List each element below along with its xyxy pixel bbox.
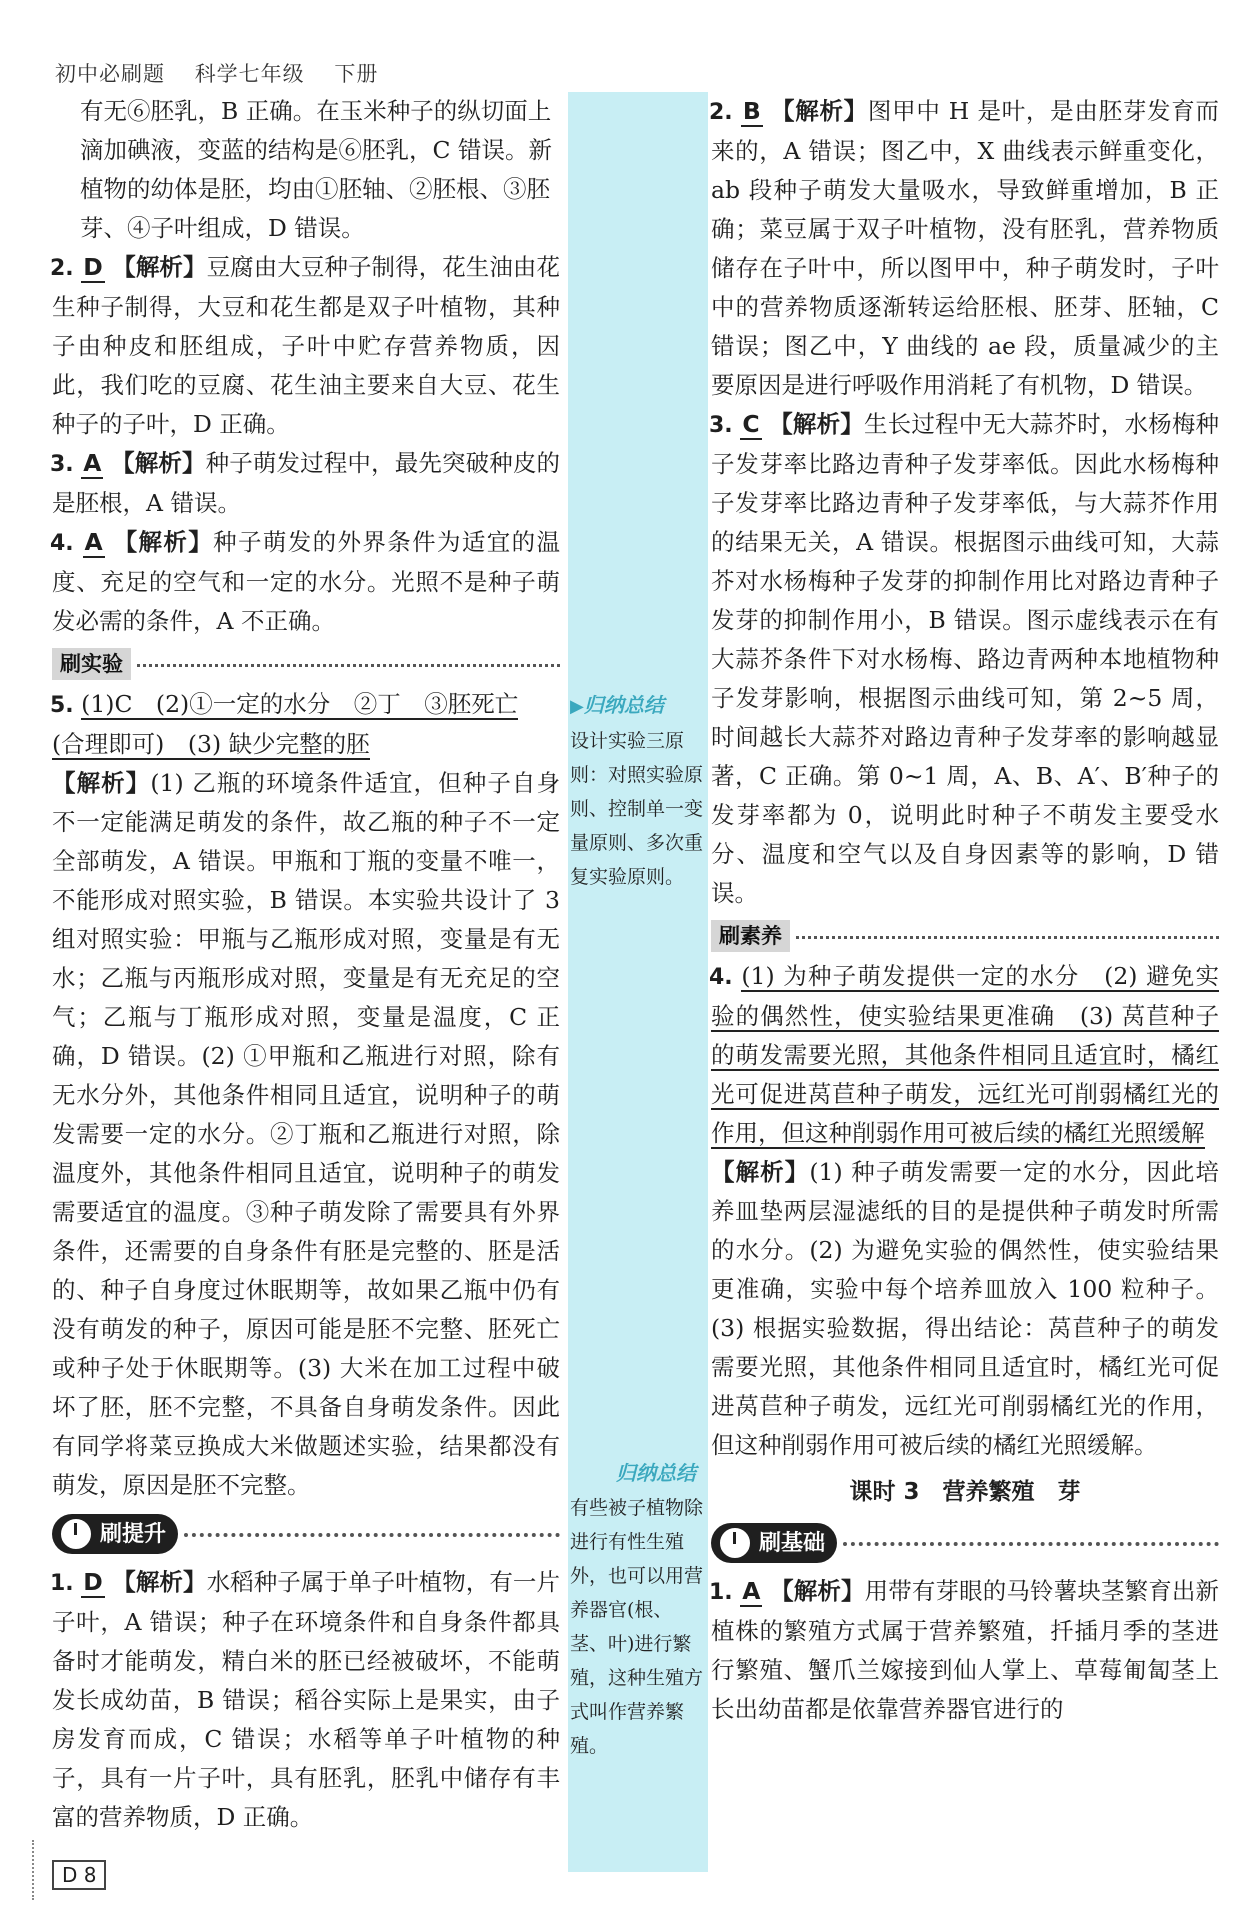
question-number: 3.: [709, 413, 733, 438]
analysis-label: 【解析】: [113, 528, 214, 556]
note-title: 归纳总结: [583, 693, 664, 717]
question-number: 1.: [50, 1571, 74, 1596]
question-4: [52, 523, 560, 641]
left-column: [52, 92, 560, 1837]
question-2: [52, 248, 560, 444]
dial-icon: [58, 1516, 94, 1552]
analysis-text: 种子萌发过程中，最先突破种皮的是胚根，A 错误。: [52, 449, 560, 517]
question-5-analysis: [52, 764, 560, 1505]
note-text: 设计实验三原则：对照实验原则、控制单一变量原则、多次重复实验原则。: [570, 730, 704, 888]
answer-letter: D: [83, 1568, 103, 1596]
dotted-rule: [184, 1533, 560, 1537]
analysis-text: 图甲中 H 是叶，是由胚芽发育而来的，A 错误；图乙中，X 曲线表示鲜重变化，ab 段种子萌发大量吸水，导致鲜重增加，B 正确；菜豆属于双子叶植物，没有胚乳，营养物质储存在子叶中，所以图甲中，种子萌发时，子叶中的营养物质逐渐转运给胚根、胚芽、胚轴，C 错误；图乙中，Y 曲线的 ae 段，质量减少的主要原因是进行呼吸作用消耗了有机物，D 错误。: [711, 97, 1219, 399]
analysis-text: 豆腐由大豆种子制得，花生油由花生种子制得，大豆和花生都是双子叶植物，其种子由种皮和胚组成，子叶中贮存营养物质，因此，我们吃的豆腐、花生油主要来自大豆、花生种子的子叶，D 正确。: [52, 253, 561, 438]
analysis-text: 种子萌发的外界条件为适宜的温度、充足的空气和一定的水分。光照不是种子萌发必需的条件，A 不正确。: [52, 528, 561, 635]
question-number: 1.: [709, 1580, 733, 1605]
dotted-rule: [137, 664, 560, 667]
section-badge: [52, 1514, 178, 1554]
analysis-label: 【解析】: [112, 253, 207, 281]
answer-line: (合理即可) (3) 缺少完整的胚: [52, 730, 370, 758]
question-number: 4.: [50, 531, 74, 556]
analysis-label: 【解析】: [770, 1577, 865, 1605]
header-volume: 下册: [334, 62, 379, 86]
page-header: [55, 58, 400, 88]
cont-line: 有无⑥胚乳，B 正确。在玉米种子的纵切面上: [80, 97, 552, 125]
answer-letter: A: [742, 1577, 761, 1605]
header-subject: 科学七年级: [194, 62, 305, 86]
section-badge: [711, 1523, 837, 1563]
analysis-text: 用带有芽眼的马铃薯块茎繁育出新植株的繁殖方式属于营养繁殖，扦插月季的茎进行繁殖、蟹爪兰嫁接到仙人掌上、草莓匍匐茎上长出幼苗都是依靠营养器官进行的: [711, 1577, 1219, 1723]
page-number: D 8: [52, 1860, 106, 1890]
answer-letter: A: [83, 449, 102, 477]
dotted-rule: [796, 936, 1219, 939]
answer-line: (1)C (2)①一定的水分 ②丁 ③胚死亡: [81, 690, 519, 718]
analysis-text: (1) 乙瓶的环境条件适宜，但种子自身不一定能满足萌发的条件，故乙瓶的种子不一定全部萌发，A 错误。甲瓶和丁瓶的变量不唯一，不能形成对照实验，B 错误。本实验共设计了 3 组对照实验：甲瓶与乙瓶形成对照，变量是有无水；乙瓶与丙瓶形成对照，变量是有无充足的空气；乙瓶与丁瓶形成对照，变量是温度，C 正确，D 错误。(2) ①甲瓶和乙瓶进行对照，除有无水分外，其他条件相同且适宜，说明种子的萌发需要一定的水分。②丁瓶和乙瓶进行对照，除温度外，其他条件相同且适宜，说明种子的萌发需要适宜的温度。③种子萌发除了需要具有外界条件，还需要的自身条件有胚是完整的、胚是活的、种子自身度过休眠期等，故如果乙瓶中仍有没有萌发的种子，原因可能是胚不完整、胚死亡或种子处于休眠期等。(3) 大米在加工过程中破坏了胚，胚不完整，不具备自身萌发条件。因此有同学将菜豆换成大米做题述实验，结果都没有萌发，原因是胚不完整。: [52, 769, 561, 1499]
analysis-text: (1) 种子萌发需要一定的水分，因此培养皿垫两层湿滤纸的目的是提供种子萌发时所需的水分。(2) 为避免实验的偶然性，使实验结果更准确，实验中每个培养皿放入 100 粒种子。(3) 根据实验数据，得出结论：莴苣种子的萌发需要光照，其他条件相同且适宜时，橘红光可促进莴苣种子萌发，远红光可削弱橘红光的作用，但这种削弱作用可被后续的橘红光照缓解。: [711, 1158, 1220, 1459]
cont-line: 滴加碘液，变蓝的结构是⑥胚乳，C 错误。新: [80, 136, 552, 164]
answer-text: (1) 为种子萌发提供一定的水分 (2) 避免实验的偶然性，使实验结果更准确 (3) 莴苣种子的萌发需要光照，其他条件相同且适宜时，橘红光可促进莴苣种子萌发，远红光可削弱橘红光的作用，但这种削弱作用可被后续的橘红光照缓解: [711, 962, 1219, 1147]
question-number: 5.: [50, 693, 74, 718]
question-number: 2.: [709, 100, 733, 125]
note-text: 有些被子植物除进行有性生殖外，也可以用营养器官(根、茎、叶)进行繁殖，这种生殖方式叫作营养繁殖。: [570, 1497, 704, 1757]
section-header-basic: [711, 1520, 1219, 1566]
cont-line: 芽、④子叶组成，D 错误。: [80, 214, 365, 242]
section-header-experiment: [52, 647, 560, 681]
question-3: [52, 444, 560, 523]
question-number: 2.: [50, 256, 74, 281]
answer-letter: B: [742, 97, 761, 125]
summary-note-1: [570, 688, 706, 894]
analysis-label: 【解析】: [112, 1568, 207, 1596]
header-book: 初中必刷题: [55, 62, 165, 86]
question-4-right: [711, 957, 1219, 1153]
answer-letter: D: [83, 253, 103, 281]
analysis-label: 【解析】: [111, 449, 206, 477]
section-title: 刷基础: [759, 1530, 826, 1556]
question-number: 3.: [50, 452, 74, 477]
answer-letter: C: [742, 410, 760, 438]
question-5: [52, 685, 560, 764]
dotted-rule: [843, 1542, 1219, 1546]
section-title: 刷素养: [711, 920, 790, 952]
cont-line: 植物的幼体是胚，均由①胚轴、②胚根、③胚: [80, 175, 550, 203]
section-title: 刷提升: [100, 1521, 167, 1547]
lesson-title: 课时 3 营养繁殖 芽: [849, 1479, 1081, 1505]
analysis-label: 【解析】: [711, 1158, 810, 1186]
analysis-label: 【解析】: [771, 97, 868, 125]
section-header-literacy: [711, 919, 1219, 953]
analysis-text: 生长过程中无大蒜芥时，水杨梅种子发芽率比路边青种子发芽率低。因此水杨梅种子发芽率比路边青种子发芽率低，与大蒜芥作用的结果无关，A 错误。根据图示曲线可知，大蒜芥对水杨梅种子发芽的抑制作用比对路边青种子发芽的抑制作用小，B 错误。图示虚线表示在有大蒜芥条件下对水杨梅、路边青两种本地植物种子发芽影响，根据图示曲线可知，第 2~5 周，时间越长大蒜芥对路边青种子发芽率的影响越显著，C 正确。第 0~1 周，A、B、A′、B′种子的发芽率都为 0，说明此时种子不萌发主要受水分、温度和空气以及自身因素等的影响，D 错误。: [711, 410, 1219, 907]
summary-note-2: [570, 1456, 706, 1763]
section-header-improve: [52, 1511, 560, 1557]
right-column: [711, 92, 1219, 1729]
analysis-label: 【解析】: [769, 410, 864, 438]
arrow-left-icon: ▶: [570, 696, 584, 717]
question-number: 4.: [709, 965, 733, 990]
question-4-analysis: [711, 1153, 1219, 1465]
analysis-text: 水稻种子属于单子叶植物，有一片子叶，A 错误；种子在环境条件和自身条件都具备时才能萌发，精白米的胚已经被破坏，不能萌发长成幼苗，B 错误；稻谷实际上是果实，由子房发育而成，C 错误；水稻等单子叶植物的种子，具有一片子叶，具有胚乳，胚乳中储存有丰富的营养物质，D 正确。: [52, 1568, 561, 1831]
corner-mark: [32, 1840, 48, 1900]
question-3-right: [711, 405, 1219, 913]
section-title: 刷实验: [52, 648, 131, 680]
dial-icon: [717, 1525, 753, 1561]
question-1-basic: [711, 1572, 1219, 1729]
analysis-label: 【解析】: [52, 769, 151, 797]
note-title: 归纳总结: [616, 1461, 696, 1485]
question-1-improve: [52, 1563, 560, 1837]
question-2-right: [711, 92, 1219, 405]
answer-letter: A: [84, 528, 103, 556]
